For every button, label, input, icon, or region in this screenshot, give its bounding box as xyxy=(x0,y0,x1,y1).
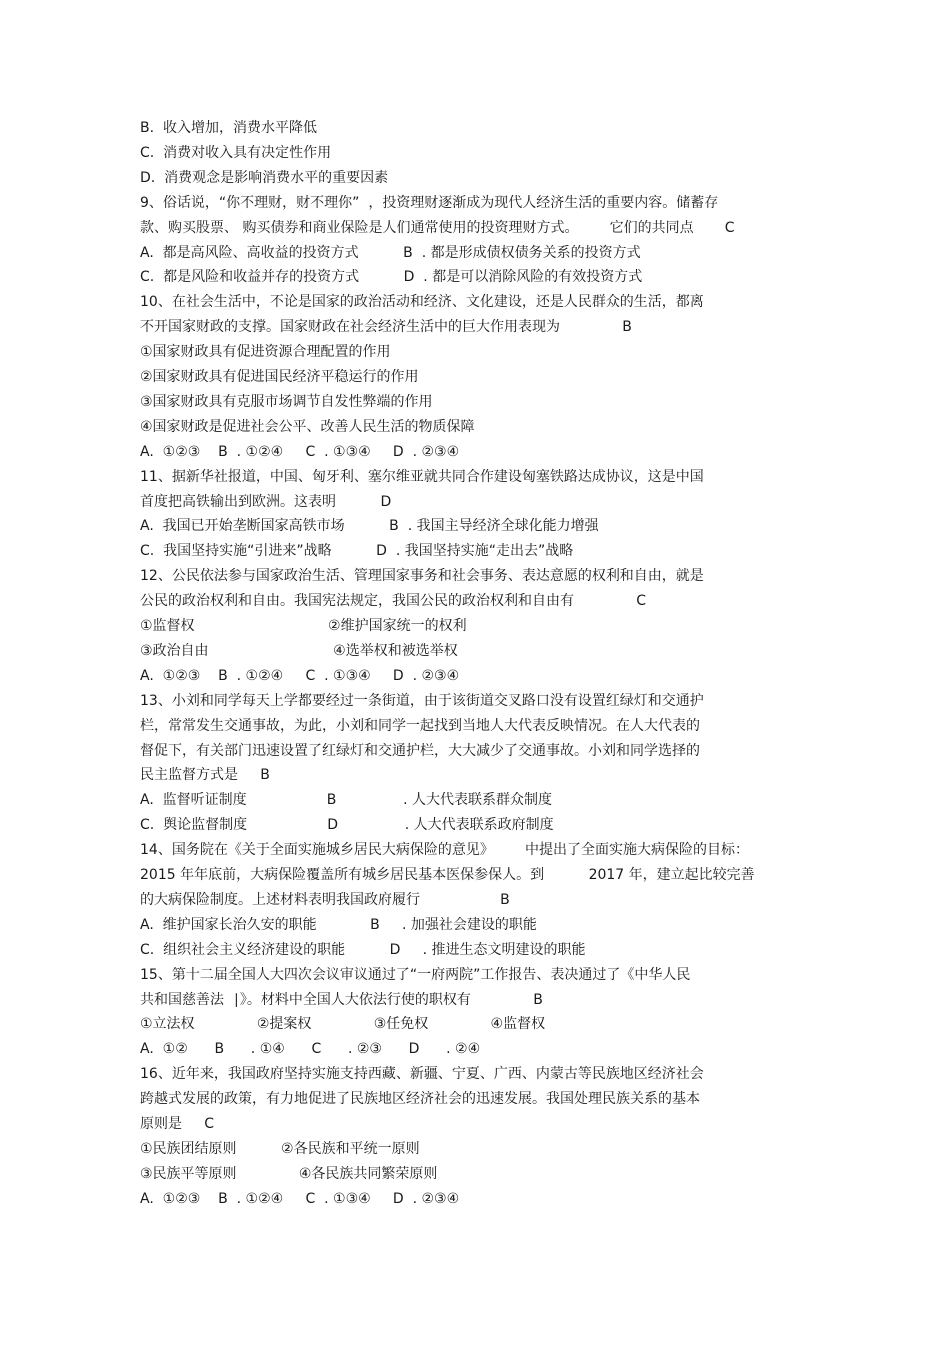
text-line: 12、公民依法参与国家政治生活、管理国家事务和社会事务、表达意愿的权利和自由，就是 xyxy=(140,568,704,585)
text-line: 督促下，有关部门迅速设置了红绿灯和交通护栏，大大减少了交通事故。小刘和同学选择的 xyxy=(140,742,700,759)
text-line: B. 收入增加，消费水平降低 xyxy=(140,120,317,136)
text-line: C. 消费对收入具有决定性作用 xyxy=(140,144,332,161)
text-line: A. ①② B . ①④ C . ②③ D . ②④ xyxy=(140,1041,481,1058)
text-line: 公民的政治权利和自由。我国宪法规定，我国公民的政治权利和自由有 C xyxy=(140,593,647,610)
text-line: D. 消费观念是影响消费水平的重要因素 xyxy=(140,169,389,186)
text-line: A. ①②③ B . ①②④ C . ①③④ D . ②③④ xyxy=(140,1190,460,1207)
text-line: A. 都是高风险、高收益的投资方式 B . 都是形成债权债务关系的投资方式 xyxy=(140,244,641,261)
text-line: 跨越式发展的政策，有力地促进了民族地区经济社会的迅速发展。我国处理民族关系的基本 xyxy=(140,1091,700,1108)
text-line: 2015 年年底前，大病保险覆盖所有城乡居民基本医保参保人。到 2017 年，建立起比较完善 xyxy=(140,867,755,883)
text-line: C. 都是风险和收益并存的投资方式 D . 都是可以消除风险的有效投资方式 xyxy=(140,269,643,286)
text-line: ①立法权 ②提案权 ③任免权 ④监督权 xyxy=(140,1016,546,1033)
text-line: C. 舆论监督制度 D . 人大代表联系政府制度 xyxy=(140,817,554,834)
text-line: A. ①②③ B . ①②④ C . ①③④ D . ②③④ xyxy=(140,667,460,684)
text-line: A. 监督听证制度 B . 人大代表联系群众制度 xyxy=(140,792,553,809)
text-line: 的大病保险制度。上述材料表明我国政府履行 B xyxy=(140,891,510,908)
text-line: ③政治自由 ④选举权和被选举权 xyxy=(140,642,458,659)
text-line: ③国家财政具有克服市场调节自发性弊端的作用 xyxy=(140,393,433,410)
text-line: 13、小刘和同学每天上学都要经过一条街道，由于该街道交叉路口没有设置红绿灯和交通护 xyxy=(140,692,704,709)
text-line: 16、近年来，我国政府坚持实施支持西藏、新疆、宁夏、广西、内蒙古等民族地区经济社会 xyxy=(140,1066,704,1083)
text-line: C. 组织社会主义经济建设的职能 D . 推进生态文明建设的职能 xyxy=(140,941,586,958)
text-line: C. 我国坚持实施“引进来”战略 D . 我国坚持实施“走出去”战略 xyxy=(140,543,574,560)
text-line: 首度把高铁输出到欧洲。这表明 D xyxy=(140,493,392,510)
text-line: 栏，常常发生交通事故，为此，小刘和同学一起找到当地人大代表反映情况。在人大代表的 xyxy=(140,717,700,734)
text-line: ④国家财政是促进社会公平、改善人民生活的物质保障 xyxy=(140,418,475,435)
text-line: 共和国慈善法 ∣》。材料中全国人大依法行使的职权有 B xyxy=(140,991,543,1008)
text-line: 民主监督方式是 B xyxy=(140,767,270,784)
text-line: ②国家财政具有促进国民经济平稳运行的作用 xyxy=(140,369,419,385)
text-line: A. ①②③ B . ①②④ C . ①③④ D . ②③④ xyxy=(140,443,460,460)
text-line: A. 维护国家长治久安的职能 B . 加强社会建设的职能 xyxy=(140,916,537,933)
text-line: 款、购买股票、 购买债券和商业保险是人们通常使用的投资理财方式。 它们的共同点 C xyxy=(140,219,735,236)
text-line: 原则是 C xyxy=(140,1116,215,1132)
text-line: 9、俗话说，“你不理财，财不理你” ，投资理财逐渐成为现代人经济生活的重要内容。储蓄存 xyxy=(140,194,719,211)
text-line: 15、第十二届全国人大四次会议审议通过了“一府两院”工作报告、表决通过了《中华人民 xyxy=(140,966,691,983)
text-line: 11、据新华社报道，中国、匈牙利、塞尔维亚就共同合作建设匈塞铁路达成协议，这是中国 xyxy=(140,468,704,485)
text-line: 14、国务院在《关于全面实施城乡居民大病保险的意见》 中提出了全面实施大病保险的目标： xyxy=(140,842,749,859)
text-line: 10、在社会生活中，不论是国家的政治活动和经济、文化建设，还是人民群众的生活，都离 xyxy=(140,294,704,311)
text-line: ①国家财政具有促进资源合理配置的作用 xyxy=(140,344,391,361)
text-line: ①民族团结原则 ②各民族和平统一原则 xyxy=(140,1140,420,1157)
text-line: A. 我国已开始垄断国家高铁市场 B . 我国主导经济全球化能力增强 xyxy=(140,518,599,535)
text-line: ③民族平等原则 ④各民族共同繁荣原则 xyxy=(140,1165,438,1182)
text-line: ①监督权 ②维护国家统一的权利 xyxy=(140,618,467,634)
text-line: 不开国家财政的支撑。国家财政在社会经济生活中的巨大作用表现为 B xyxy=(140,319,632,336)
